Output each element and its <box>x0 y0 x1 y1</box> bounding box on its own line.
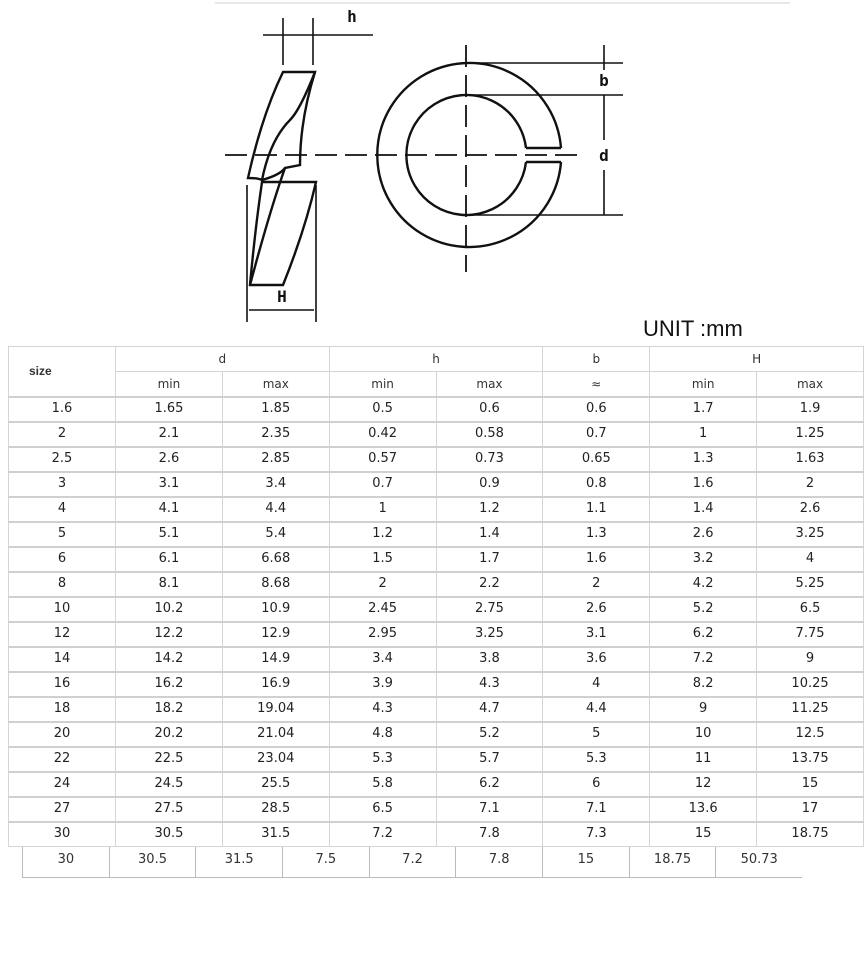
table-row <box>9 522 864 547</box>
value-cell: 2.45 <box>329 597 436 622</box>
size-cell: 1.6 <box>9 397 116 422</box>
value-cell: 23.04 <box>222 747 329 772</box>
table-row <box>9 472 864 497</box>
value-cell: 0.6 <box>543 397 650 422</box>
value-cell: 4 <box>543 672 650 697</box>
value-cell: 5.1 <box>116 522 223 547</box>
value-cell: 1.3 <box>650 447 757 472</box>
value-cell: 0.5 <box>329 397 436 422</box>
value-cell: 2.75 <box>436 597 543 622</box>
value-cell: 9 <box>757 647 864 672</box>
value-cell: 13.6 <box>650 797 757 822</box>
value-cell: 7.1 <box>543 797 650 822</box>
value-cell: 5.8 <box>329 772 436 797</box>
value-cell: 10.2 <box>116 597 223 622</box>
subheader-cell: min <box>650 372 757 397</box>
value-cell: 19.04 <box>222 697 329 722</box>
value-cell: 1.85 <box>222 397 329 422</box>
group-header-row <box>9 347 864 372</box>
group-header-b: b <box>543 347 650 372</box>
value-cell: 3.1 <box>543 622 650 647</box>
value-cell: 0.9 <box>436 472 543 497</box>
table-row <box>9 797 864 822</box>
value-cell: 5.2 <box>650 597 757 622</box>
table-row <box>9 822 864 847</box>
value-cell: 1.5 <box>329 547 436 572</box>
subheader-row <box>9 372 864 397</box>
size-cell: 22 <box>9 747 116 772</box>
table-row <box>9 547 864 572</box>
value-cell: 15 <box>757 772 864 797</box>
value-cell: 24.5 <box>116 772 223 797</box>
value-cell: 2.1 <box>116 422 223 447</box>
table-row <box>9 397 864 422</box>
value-cell: 6.5 <box>329 797 436 822</box>
size-header: size <box>9 347 116 397</box>
value-cell: 3.6 <box>543 647 650 672</box>
value-cell: 6.2 <box>650 622 757 647</box>
table-row <box>9 422 864 447</box>
value-cell: 13.75 <box>757 747 864 772</box>
value-cell: 7.2 <box>650 647 757 672</box>
partial-row-cell: 31.5 <box>195 847 282 877</box>
value-cell: 1.7 <box>436 547 543 572</box>
value-cell: 2.35 <box>222 422 329 447</box>
subheader-cell: min <box>116 372 223 397</box>
size-cell: 2.5 <box>9 447 116 472</box>
value-cell: 28.5 <box>222 797 329 822</box>
value-cell: 3.1 <box>116 472 223 497</box>
value-cell: 1.1 <box>543 497 650 522</box>
size-cell: 2 <box>9 422 116 447</box>
value-cell: 6 <box>543 772 650 797</box>
value-cell: 1.2 <box>436 497 543 522</box>
value-cell: 7.2 <box>329 822 436 847</box>
value-cell: 0.58 <box>436 422 543 447</box>
value-cell: 16.2 <box>116 672 223 697</box>
partial-row-cell: 50.73 <box>715 847 802 877</box>
value-cell: 1.25 <box>757 422 864 447</box>
label-b: b <box>599 71 609 90</box>
spring-washer-spec-table <box>8 346 864 847</box>
value-cell: 4.3 <box>436 672 543 697</box>
value-cell: 4.2 <box>650 572 757 597</box>
value-cell: 8.2 <box>650 672 757 697</box>
table-row <box>9 772 864 797</box>
value-cell: 5.7 <box>436 747 543 772</box>
value-cell: 2.95 <box>329 622 436 647</box>
table-row <box>9 722 864 747</box>
value-cell: 20.2 <box>116 722 223 747</box>
value-cell: 4.4 <box>222 497 329 522</box>
value-cell: 0.7 <box>543 422 650 447</box>
value-cell: 6.68 <box>222 547 329 572</box>
size-cell: 20 <box>9 722 116 747</box>
value-cell: 0.65 <box>543 447 650 472</box>
value-cell: 4 <box>757 547 864 572</box>
partial-row-cell: 15 <box>542 847 629 877</box>
value-cell: 16.9 <box>222 672 329 697</box>
value-cell: 7.75 <box>757 622 864 647</box>
group-header-H: H <box>650 347 864 372</box>
value-cell: 18.75 <box>757 822 864 847</box>
value-cell: 0.57 <box>329 447 436 472</box>
table-row <box>9 747 864 772</box>
value-cell: 7.8 <box>436 822 543 847</box>
value-cell: 17 <box>757 797 864 822</box>
size-cell: 4 <box>9 497 116 522</box>
value-cell: 3.9 <box>329 672 436 697</box>
value-cell: 0.8 <box>543 472 650 497</box>
value-cell: 5.3 <box>329 747 436 772</box>
value-cell: 2 <box>543 572 650 597</box>
size-cell: 10 <box>9 597 116 622</box>
value-cell: 5.3 <box>543 747 650 772</box>
value-cell: 2 <box>757 472 864 497</box>
value-cell: 22.5 <box>116 747 223 772</box>
value-cell: 1.2 <box>329 522 436 547</box>
value-cell: 1 <box>650 422 757 447</box>
table-row <box>9 447 864 472</box>
value-cell: 14.9 <box>222 647 329 672</box>
value-cell: 2.2 <box>436 572 543 597</box>
size-cell: 3 <box>9 472 116 497</box>
value-cell: 7.3 <box>543 822 650 847</box>
table-row <box>9 647 864 672</box>
value-cell: 11.25 <box>757 697 864 722</box>
value-cell: 2.6 <box>543 597 650 622</box>
value-cell: 21.04 <box>222 722 329 747</box>
value-cell: 5.25 <box>757 572 864 597</box>
value-cell: 9 <box>650 697 757 722</box>
value-cell: 0.6 <box>436 397 543 422</box>
label-d: d <box>599 146 609 165</box>
value-cell: 4.4 <box>543 697 650 722</box>
value-cell: 6.1 <box>116 547 223 572</box>
partial-row-cell: 30.5 <box>109 847 196 877</box>
value-cell: 5.2 <box>436 722 543 747</box>
value-cell: 4.1 <box>116 497 223 522</box>
value-cell: 5 <box>543 722 650 747</box>
table-row <box>9 622 864 647</box>
value-cell: 2.6 <box>650 522 757 547</box>
partial-row-cell: 7.2 <box>369 847 456 877</box>
group-header-h: h <box>329 347 543 372</box>
value-cell: 3.4 <box>329 647 436 672</box>
value-cell: 30.5 <box>116 822 223 847</box>
size-cell: 24 <box>9 772 116 797</box>
value-cell: 25.5 <box>222 772 329 797</box>
table-row <box>9 672 864 697</box>
value-cell: 4.8 <box>329 722 436 747</box>
value-cell: 3.25 <box>436 622 543 647</box>
value-cell: 3.8 <box>436 647 543 672</box>
value-cell: 10 <box>650 722 757 747</box>
value-cell: 6.5 <box>757 597 864 622</box>
value-cell: 3.4 <box>222 472 329 497</box>
value-cell: 1.6 <box>650 472 757 497</box>
table-row <box>9 497 864 522</box>
value-cell: 31.5 <box>222 822 329 847</box>
subheader-cell: max <box>436 372 543 397</box>
table-row <box>9 597 864 622</box>
value-cell: 1.4 <box>436 522 543 547</box>
value-cell: 1.9 <box>757 397 864 422</box>
size-cell: 5 <box>9 522 116 547</box>
value-cell: 1.7 <box>650 397 757 422</box>
value-cell: 7.1 <box>436 797 543 822</box>
partial-row <box>22 847 802 878</box>
value-cell: 2.6 <box>116 447 223 472</box>
value-cell: 1 <box>329 497 436 522</box>
value-cell: 8.68 <box>222 572 329 597</box>
size-cell: 14 <box>9 647 116 672</box>
value-cell: 12 <box>650 772 757 797</box>
subheader-cell: ≈ <box>543 372 650 397</box>
value-cell: 11 <box>650 747 757 772</box>
size-cell: 18 <box>9 697 116 722</box>
value-cell: 4.3 <box>329 697 436 722</box>
table-row <box>9 697 864 722</box>
subheader-cell: min <box>329 372 436 397</box>
value-cell: 1.4 <box>650 497 757 522</box>
washer-side-view <box>248 72 316 285</box>
label-H: H <box>277 287 287 306</box>
group-header-d: d <box>116 347 330 372</box>
value-cell: 5.4 <box>222 522 329 547</box>
value-cell: 1.6 <box>543 547 650 572</box>
subheader-cell: max <box>757 372 864 397</box>
value-cell: 0.7 <box>329 472 436 497</box>
value-cell: 27.5 <box>116 797 223 822</box>
value-cell: 0.42 <box>329 422 436 447</box>
label-h: h <box>347 7 357 26</box>
value-cell: 14.2 <box>116 647 223 672</box>
value-cell: 2.85 <box>222 447 329 472</box>
value-cell: 2 <box>329 572 436 597</box>
value-cell: 1.63 <box>757 447 864 472</box>
value-cell: 3.2 <box>650 547 757 572</box>
spring-washer-drawing <box>0 0 864 345</box>
table-area <box>8 346 864 878</box>
size-cell: 16 <box>9 672 116 697</box>
size-cell: 8 <box>9 572 116 597</box>
value-cell: 8.1 <box>116 572 223 597</box>
value-cell: 1.65 <box>116 397 223 422</box>
partial-row-cell: 18.75 <box>629 847 716 877</box>
partial-row-cell: 30 <box>22 847 109 877</box>
subheader-cell: max <box>222 372 329 397</box>
value-cell: 15 <box>650 822 757 847</box>
value-cell: 10.9 <box>222 597 329 622</box>
size-cell: 30 <box>9 822 116 847</box>
unit-label: UNIT :mm <box>643 316 743 341</box>
value-cell: 6.2 <box>436 772 543 797</box>
size-cell: 6 <box>9 547 116 572</box>
size-cell: 12 <box>9 622 116 647</box>
value-cell: 10.25 <box>757 672 864 697</box>
value-cell: 2.6 <box>757 497 864 522</box>
size-cell: 27 <box>9 797 116 822</box>
partial-row-cell: 7.5 <box>282 847 369 877</box>
value-cell: 12.9 <box>222 622 329 647</box>
value-cell: 12.2 <box>116 622 223 647</box>
partial-row-cell: 7.8 <box>455 847 542 877</box>
value-cell: 18.2 <box>116 697 223 722</box>
value-cell: 12.5 <box>757 722 864 747</box>
value-cell: 1.3 <box>543 522 650 547</box>
table-row <box>9 572 864 597</box>
value-cell: 4.7 <box>436 697 543 722</box>
value-cell: 3.25 <box>757 522 864 547</box>
value-cell: 0.73 <box>436 447 543 472</box>
